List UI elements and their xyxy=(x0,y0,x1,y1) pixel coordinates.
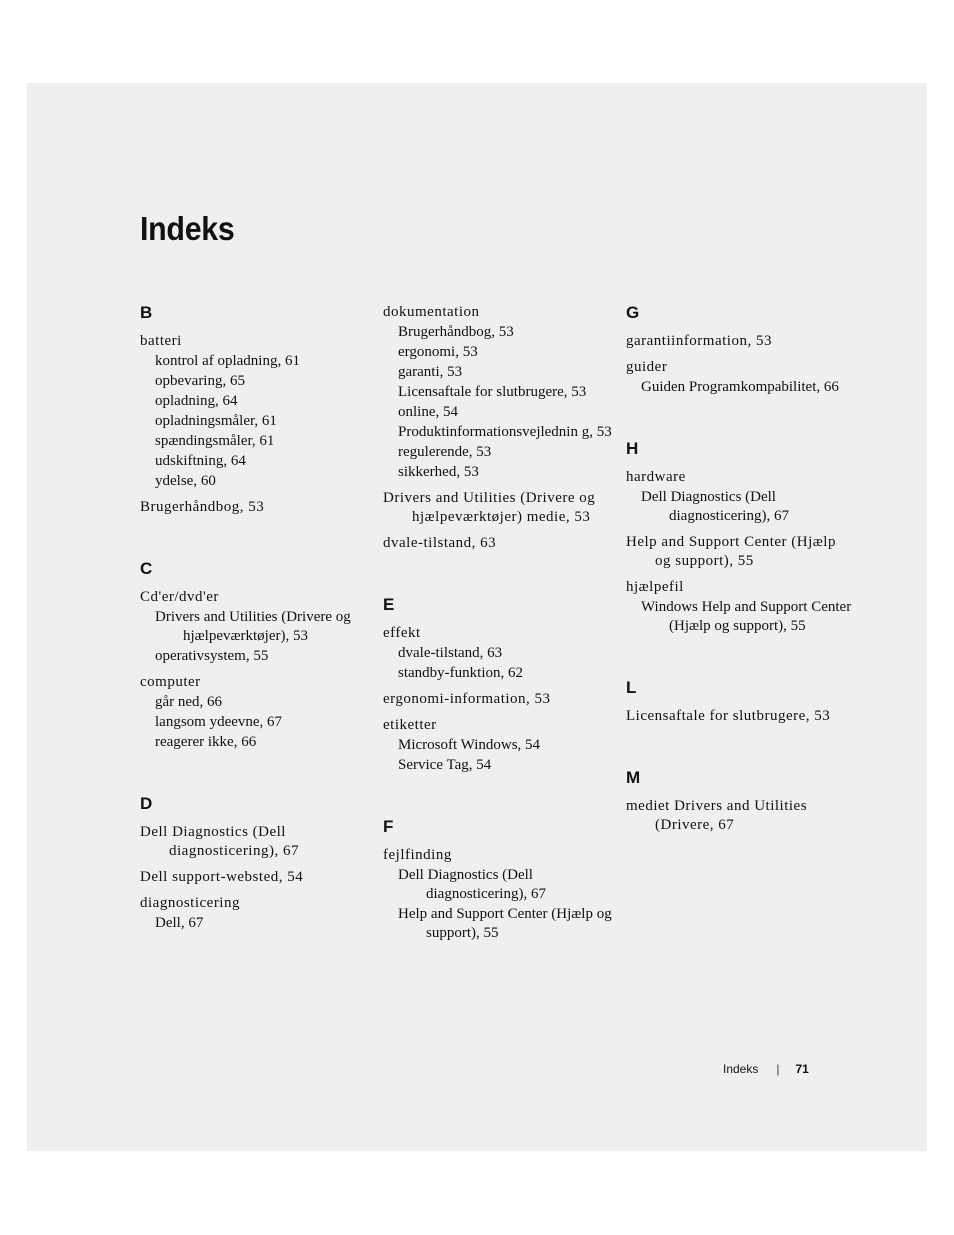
index-subentry: Service Tag, 54 xyxy=(398,757,492,773)
index-entry xyxy=(383,303,613,482)
index-entry xyxy=(626,707,856,726)
index-term: Dell support-websted, 54 xyxy=(140,869,304,885)
index-subentry: Dell Diagnostics (Dell diagnosticering), 67 xyxy=(641,489,789,524)
section-letter: F xyxy=(383,817,394,836)
index-term: etiketter xyxy=(383,717,437,733)
index-subentry: opladningsmåler, 61 xyxy=(155,413,277,429)
section-letter: H xyxy=(626,439,639,458)
index-subentry: operativsystem, 55 xyxy=(155,648,269,664)
index-subentry: reagerer ikke, 66 xyxy=(155,734,257,750)
index-section xyxy=(140,303,370,517)
section-letter: G xyxy=(626,303,640,322)
index-entry xyxy=(140,868,370,887)
index-subentry: kontrol af opladning, 61 xyxy=(155,353,300,369)
section-letter: C xyxy=(140,559,153,578)
index-term: Brugerhåndbog, 53 xyxy=(140,499,265,515)
section-letter: B xyxy=(140,303,153,322)
footer-separator: | xyxy=(776,1062,780,1076)
index-subentry: Windows Help and Support Center (Hjælp og support), 55 xyxy=(641,599,852,634)
index-subentry: Microsoft Windows, 54 xyxy=(398,737,541,753)
index-section xyxy=(140,559,370,752)
index-entry xyxy=(383,534,613,553)
index-subentry: Brugerhåndbog, 53 xyxy=(398,324,514,340)
index-subentry: dvale-tilstand, 63 xyxy=(398,645,503,661)
index-subentry: Licensaftale for slutbrugere, 53 xyxy=(398,384,587,400)
index-entry xyxy=(140,498,370,517)
index-subentry: sikkerhed, 53 xyxy=(398,464,479,480)
page-footer xyxy=(723,1062,809,1076)
index-term: Cd'er/dvd'er xyxy=(140,589,219,605)
index-subentry: går ned, 66 xyxy=(155,694,223,710)
index-term: Dell Diagnostics (Dell diagnosticering), 67 xyxy=(140,824,299,859)
index-subentry: udskiftning, 64 xyxy=(155,453,246,469)
index-entry xyxy=(383,690,613,709)
index-entry xyxy=(140,673,370,752)
index-subentry: online, 54 xyxy=(398,404,458,420)
index-subentry: opladning, 64 xyxy=(155,393,238,409)
index-entry xyxy=(140,588,370,666)
index-subentry: ergonomi, 53 xyxy=(398,344,478,360)
index-subentry: regulerende, 53 xyxy=(398,444,492,460)
index-entry xyxy=(383,716,613,775)
index-term: ergonomi-information, 53 xyxy=(383,691,551,707)
index-section xyxy=(383,817,613,943)
index-column-3 xyxy=(626,303,856,877)
index-entry xyxy=(383,489,613,527)
index-entry xyxy=(383,846,613,943)
index-term: Licensaftale for slutbrugere, 53 xyxy=(626,708,831,724)
index-entry xyxy=(626,468,856,526)
index-entry xyxy=(626,332,856,351)
index-term: Drivers and Utilities (Drivere og hjælpeværktøjer) medie, 53 xyxy=(383,490,596,525)
index-term: effekt xyxy=(383,625,421,641)
index-term: mediet Drivers and Utilities (Drivere, 67 xyxy=(626,798,808,833)
index-subentry: Help and Support Center (Hjælp og support), 55 xyxy=(398,906,612,941)
index-subentry: Guiden Programkompabilitet, 66 xyxy=(641,379,839,395)
index-term: dokumentation xyxy=(383,304,480,320)
index-entry xyxy=(626,358,856,397)
index-term: batteri xyxy=(140,333,182,349)
index-subentry: opbevaring, 65 xyxy=(155,373,245,389)
index-subentry: ydelse, 60 xyxy=(155,473,216,489)
page-number: 71 xyxy=(795,1062,809,1076)
index-section xyxy=(383,595,613,775)
index-entry xyxy=(383,624,613,683)
index-subentry: Dell Diagnostics (Dell diagnosticering), 67 xyxy=(398,867,546,902)
index-term: hjælpefil xyxy=(626,579,684,595)
section-letter: M xyxy=(626,768,641,787)
index-entry xyxy=(140,332,370,491)
index-entry xyxy=(626,578,856,636)
index-term: dvale-tilstand, 63 xyxy=(383,535,497,551)
index-term: fejlfinding xyxy=(383,847,452,863)
index-subentry: Dell, 67 xyxy=(155,915,204,931)
index-term: diagnosticering xyxy=(140,895,240,911)
index-section xyxy=(626,439,856,636)
index-subentry: Drivers and Utilities (Drivere og hjælpeværktøjer), 53 xyxy=(155,609,351,644)
index-section xyxy=(626,303,856,397)
index-term: guider xyxy=(626,359,668,375)
index-section xyxy=(383,303,613,553)
index-subentry: standby-funktion, 62 xyxy=(398,665,523,681)
index-column-2 xyxy=(383,303,613,985)
index-column-1 xyxy=(140,303,370,975)
page-title: Indeks xyxy=(140,210,235,247)
section-letter: E xyxy=(383,595,395,614)
section-letter: D xyxy=(140,794,153,813)
index-term: garantiinformation, 53 xyxy=(626,333,772,349)
footer-label: Indeks xyxy=(723,1062,759,1076)
index-subentry: garanti, 53 xyxy=(398,364,463,380)
index-term: computer xyxy=(140,674,201,690)
index-section xyxy=(140,794,370,933)
index-section xyxy=(626,678,856,726)
index-section xyxy=(626,768,856,835)
index-entry xyxy=(140,894,370,933)
index-subentry: spændingsmåler, 61 xyxy=(155,433,275,449)
index-subentry: Produktinformationsvejlednin g, 53 xyxy=(398,424,612,440)
index-entry xyxy=(626,533,856,571)
index-entry xyxy=(626,797,856,835)
index-term: Help and Support Center (Hjælp og support), 55 xyxy=(626,534,836,569)
index-subentry: langsom ydeevne, 67 xyxy=(155,714,283,730)
index-entry xyxy=(140,823,370,861)
section-letter: L xyxy=(626,678,637,697)
index-term: hardware xyxy=(626,469,686,485)
